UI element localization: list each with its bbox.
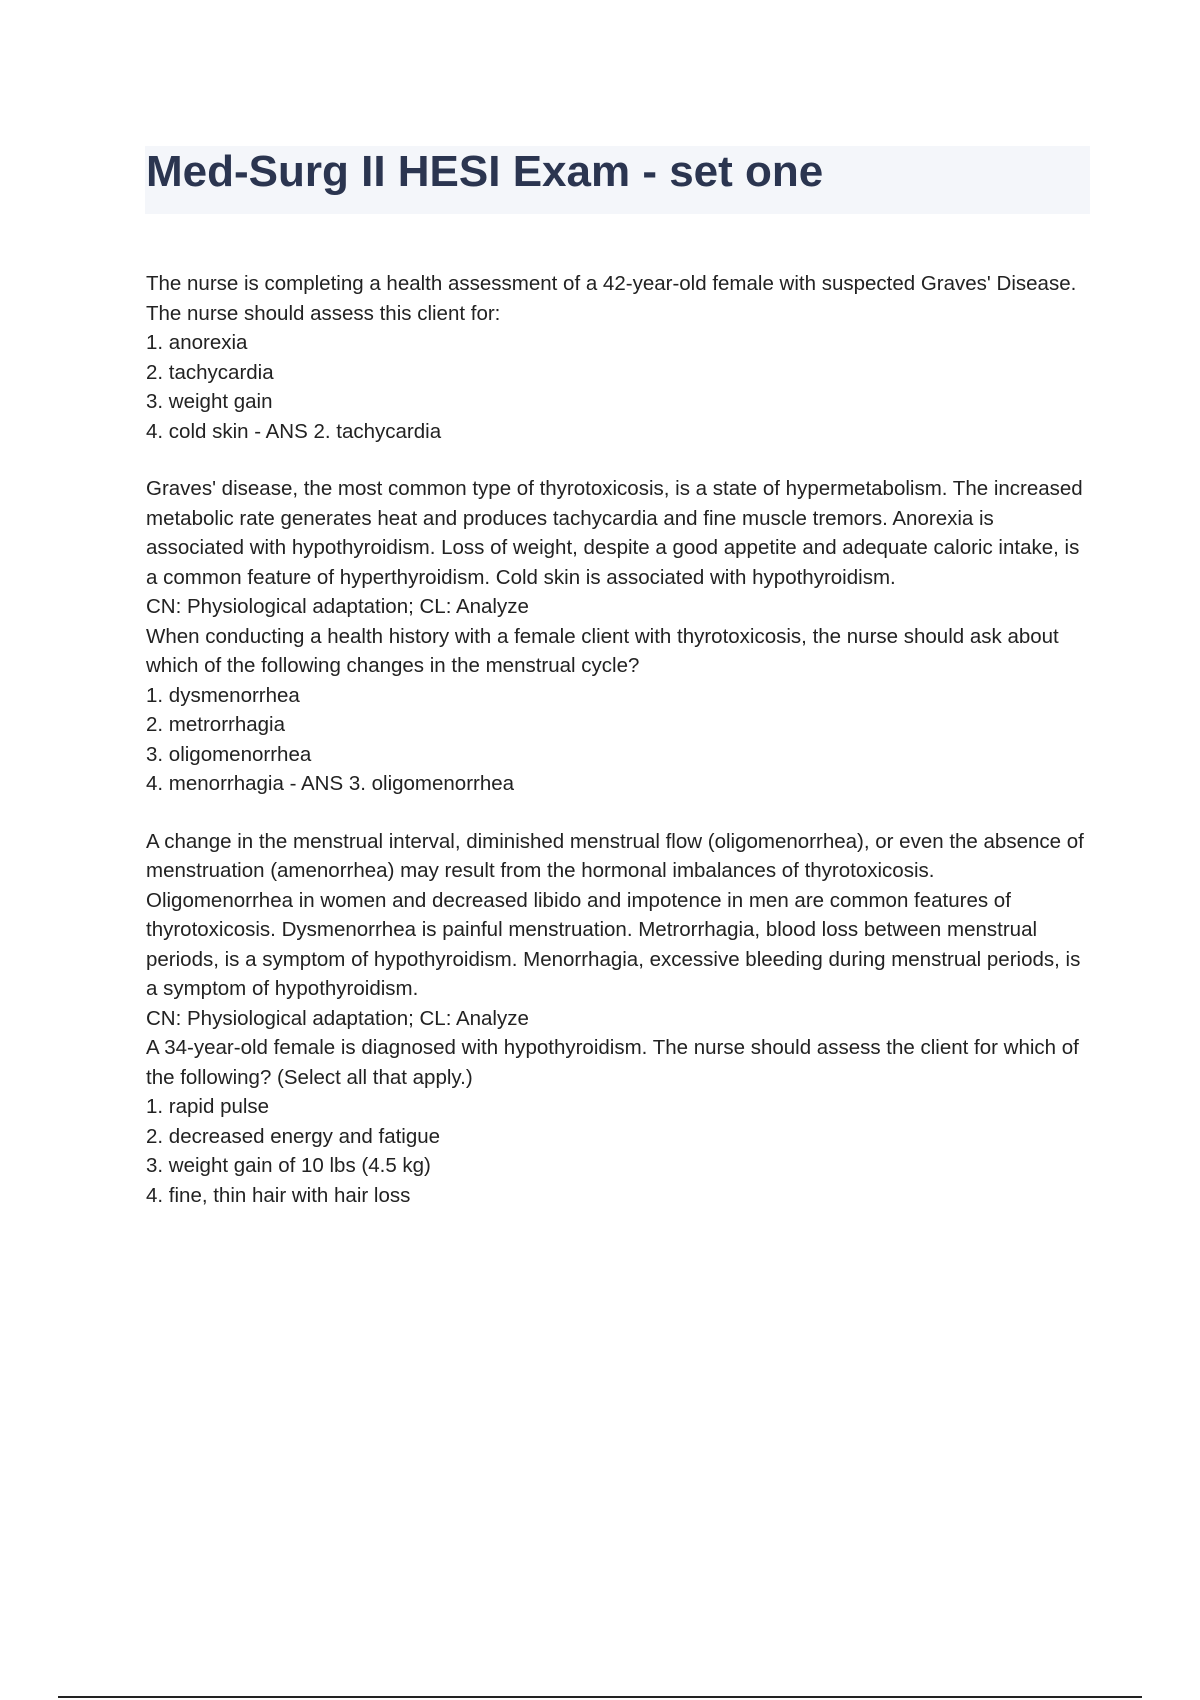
footer-divider — [58, 1696, 1142, 1698]
page-title: Med-Surg II HESI Exam - set one — [146, 147, 824, 196]
question-1-rationale: Graves' disease, the most common type of thyrotoxicosis, is a state of hypermetabolism. The increased metabolic rate generates heat and produces tachycardia and fine muscle tremors. Anorexia is associated with hypothyroidism. Loss of weight, despite a good appetite and adequate caloric intake, is a common feature of hyperthyroidism. Cold skin is associated with hypothyroidism. — [146, 477, 1083, 589]
question-2-rationale: A change in the menstrual interval, diminished menstrual flow (oligomenorrhea), or even the absence of menstruation (amenorrhea) may result from the hormonal imbalances of thyrotoxicosis. Oligomenorrhea in women and decreased libido and impotence in men are common features of thyrotoxicosis. Dysmenorrhea is painful menstruation. Metrorrhagia, blood loss between menstrual periods, is a symptom of hypothyroidism. Menorrhagia, excessive bleeding during menstrual periods, is a symptom of hypothyroidism. — [146, 829, 1084, 1000]
question-2-stem: When conducting a health history with a female client with thyrotoxicosis, the nurse should ask about which of the following changes in the menstrual cycle? — [146, 624, 1059, 677]
question-2-option-3: 3. oligomenorrhea — [146, 742, 312, 766]
question-2-options — [146, 681, 1086, 799]
question-1-stem: The nurse is completing a health assessment of a 42-year-old female with suspected Graves' Disease. The nurse should assess this client for: — [146, 272, 1077, 325]
question-1-option-1: 1. anorexia — [146, 331, 248, 354]
question-2-option-2: 2. metrorrhagia — [146, 713, 286, 736]
question-3-option-2: 2. decreased energy and fatigue — [146, 1124, 441, 1148]
question-1-options — [146, 328, 1086, 446]
question-3-option-1: 1. rapid pulse — [146, 1095, 270, 1118]
question-2-classification: CN: Physiological adaptation; CL: Analyze — [146, 1006, 529, 1030]
question-2-option-1: 1. dysmenorrhea — [146, 683, 300, 707]
question-3-option-3: 3. weight gain of 10 lbs (4.5 kg) — [146, 1154, 431, 1177]
question-3-options — [146, 1092, 1086, 1210]
question-3-option-4: 4. fine, thin hair with hair loss — [146, 1183, 411, 1207]
question-1-option-4-answer: 4. cold skin - ANS 2. tachycardia — [146, 419, 442, 443]
question-1-option-3: 3. weight gain — [146, 390, 273, 413]
document-body — [146, 269, 1086, 1238]
question-2-option-4-answer: 4. menorrhagia - ANS 3. oligomenorrhea — [146, 772, 515, 795]
question-3-stem: A 34-year-old female is diagnosed with hypothyroidism. The nurse should assess the client for which of the following? (Select all that apply.) — [146, 1036, 1079, 1089]
question-1-classification: CN: Physiological adaptation; CL: Analyze — [146, 595, 529, 618]
question-1-option-2: 2. tachycardia — [146, 360, 274, 384]
